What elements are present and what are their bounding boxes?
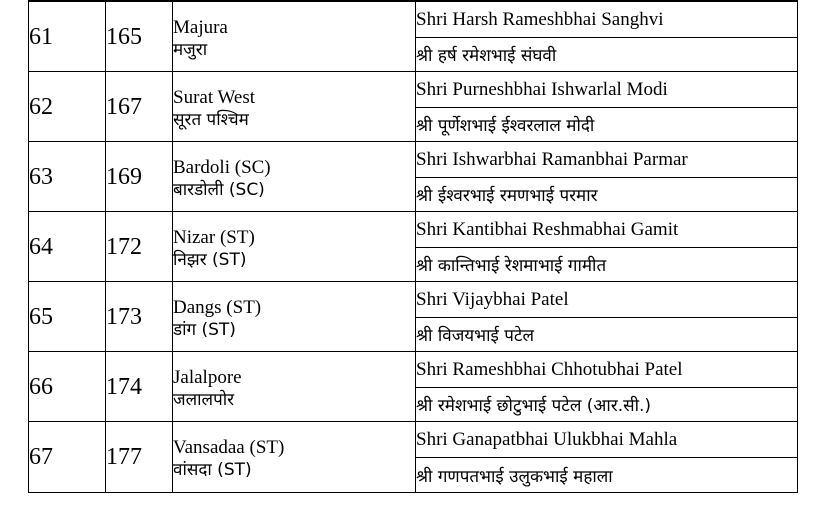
constituency-name xyxy=(173,282,416,352)
constituency-name-en: Jalalpore xyxy=(173,366,242,388)
table-row xyxy=(29,422,798,458)
constituency-name-hi: मजुरा xyxy=(173,39,208,60)
constituency-name-hi: डांग (ST) xyxy=(173,319,236,340)
candidate-name-hi: श्री ईश्वरभाई रमणभाई परमार xyxy=(416,178,798,212)
candidate-table-body xyxy=(29,1,798,493)
constituency-name-hi: निझर (ST) xyxy=(173,249,247,270)
constituency-number: 165 xyxy=(106,2,173,72)
constituency-name-hi: वांसदा (ST) xyxy=(173,460,252,480)
table-row xyxy=(29,212,798,248)
candidate-name-en: Shri Ganapatbhai Ulukbhai Mahla xyxy=(416,422,798,458)
table-row xyxy=(29,2,798,38)
candidate-name-hi: श्री पूर्णेशभाई ईश्वरलाल मोदी xyxy=(416,108,798,142)
constituency-name xyxy=(173,212,416,282)
candidate-table xyxy=(28,0,798,493)
candidate-name-en: Shri Vijaybhai Patel xyxy=(416,282,798,318)
candidate-name-en: Shri Rameshbhai Chhotubhai Patel xyxy=(416,352,798,388)
candidate-name-hi: श्री रमेशभाई छोटुभाई पटेल (आर.सी.) xyxy=(416,388,798,422)
candidate-name-hi: श्री गणपतभाई उलुकभाई महाला xyxy=(416,458,798,493)
serial-number: 62 xyxy=(29,72,106,142)
constituency-name-en: Nizar (ST) xyxy=(173,226,255,248)
constituency-name-hi: बारडोली (SC) xyxy=(173,179,265,200)
table-row xyxy=(29,142,798,178)
constituency-number: 167 xyxy=(106,72,173,142)
serial-number: 66 xyxy=(29,352,106,422)
serial-number: 67 xyxy=(29,422,106,493)
candidate-name-hi: श्री विजयभाई पटेल xyxy=(416,318,798,352)
constituency-name-en: Majura xyxy=(173,16,228,38)
constituency-name xyxy=(173,352,416,422)
constituency-name-en: Dangs (ST) xyxy=(173,296,262,318)
constituency-name-en: Surat West xyxy=(173,86,256,108)
candidate-name-en: Shri Harsh Rameshbhai Sanghvi xyxy=(416,2,798,38)
constituency-name-en: Bardoli (SC) xyxy=(173,156,271,178)
constituency-name xyxy=(173,72,416,142)
serial-number: 65 xyxy=(29,282,106,352)
constituency-name-hi: जलालपोर xyxy=(173,389,235,410)
constituency-number: 169 xyxy=(106,142,173,212)
table-row xyxy=(29,72,798,108)
candidate-name-en: Shri Ishwarbhai Ramanbhai Parmar xyxy=(416,142,798,178)
serial-number: 61 xyxy=(29,2,106,72)
candidate-name-hi: श्री कान्तिभाई रेशमाभाई गामीत xyxy=(416,248,798,282)
constituency-name-en: Vansadaa (ST) xyxy=(173,437,285,458)
candidate-name-hi: श्री हर्ष रमेशभाई संघवी xyxy=(416,38,798,72)
constituency-name xyxy=(173,142,416,212)
serial-number: 64 xyxy=(29,212,106,282)
constituency-number: 172 xyxy=(106,212,173,282)
constituency-name xyxy=(173,2,416,72)
constituency-name xyxy=(173,422,416,493)
constituency-name-hi: सूरत पश्चिम xyxy=(173,109,249,130)
candidate-name-en: Shri Kantibhai Reshmabhai Gamit xyxy=(416,212,798,248)
constituency-number: 177 xyxy=(106,422,173,493)
table-row xyxy=(29,352,798,388)
serial-number: 63 xyxy=(29,142,106,212)
candidate-name-en: Shri Purneshbhai Ishwarlal Modi xyxy=(416,72,798,108)
table-row xyxy=(29,282,798,318)
constituency-number: 173 xyxy=(106,282,173,352)
constituency-number: 174 xyxy=(106,352,173,422)
